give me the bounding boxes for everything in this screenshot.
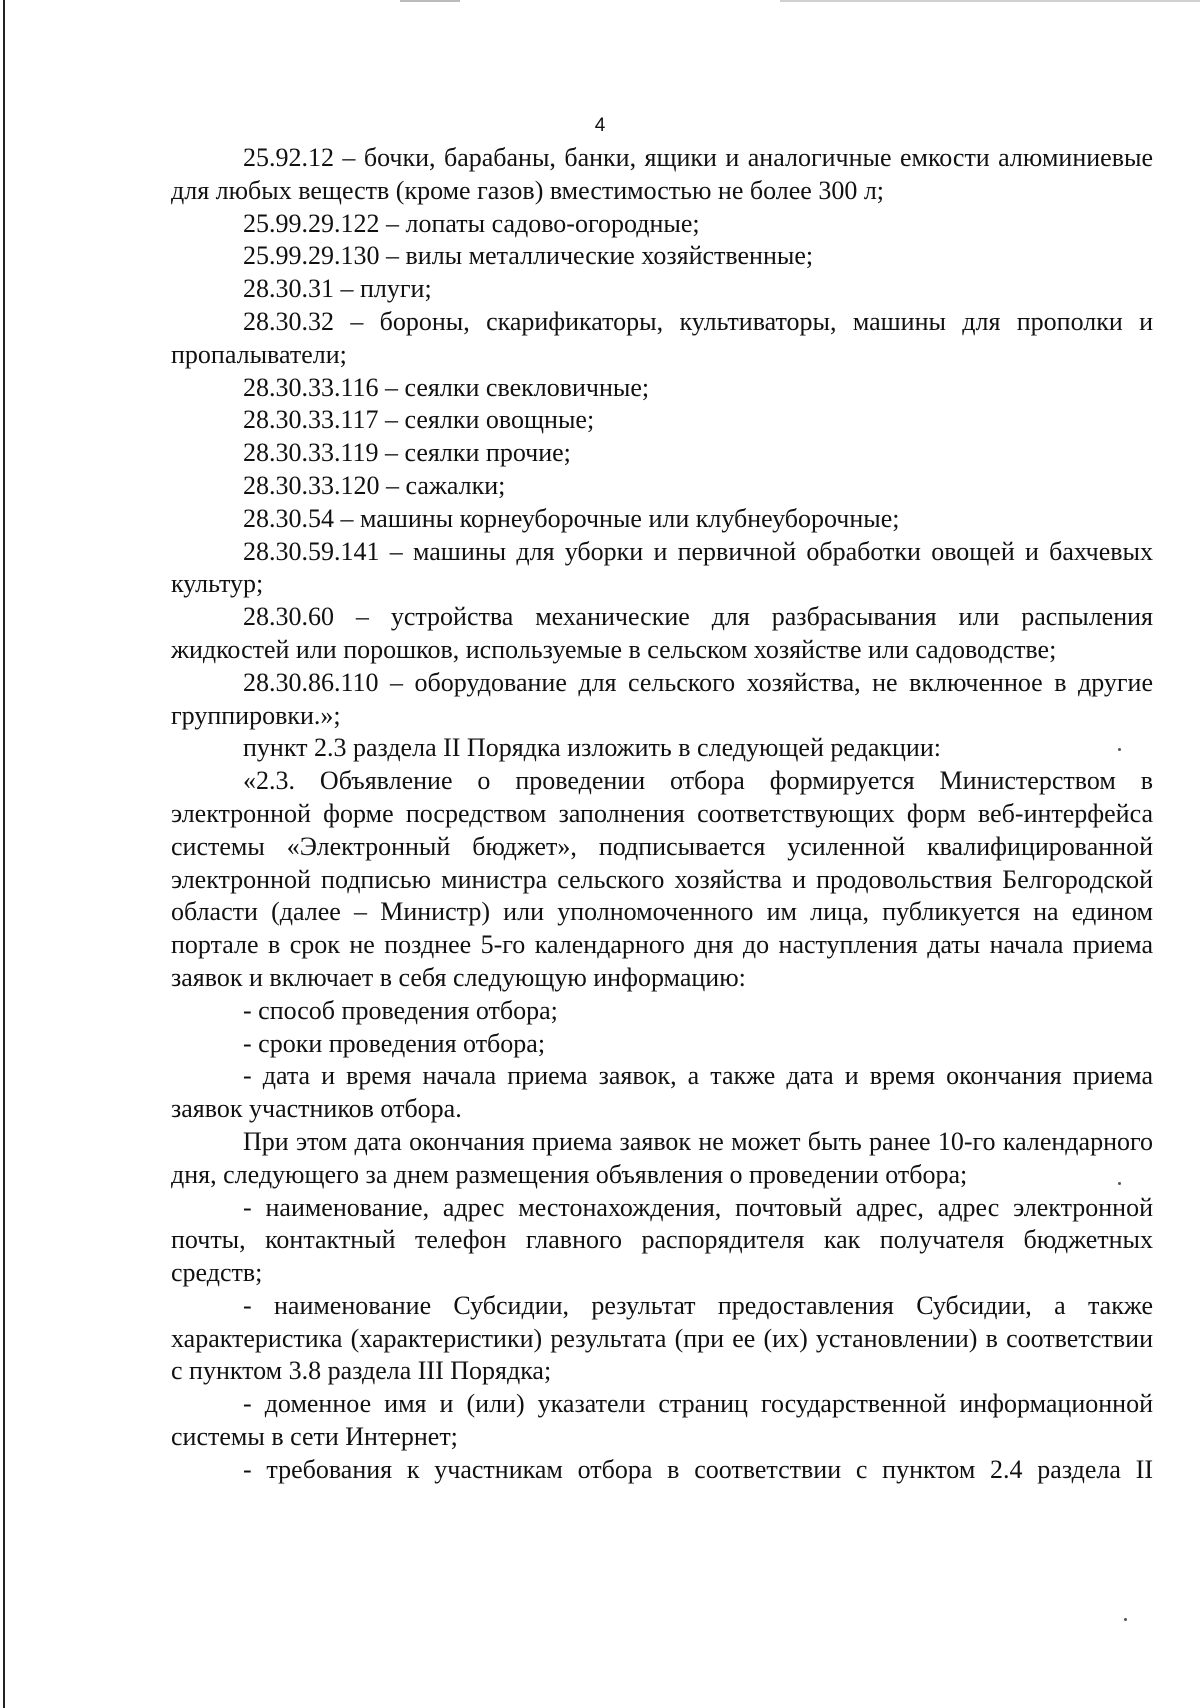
list-item-selection-dates: - сроки проведения отбора;: [243, 1028, 546, 1058]
list-item-subsidy-name: - наименование Субсидии, результат предоставления Субсидии, а также характеристика (характеристики) результата (при ее (их) установлении) в соответствии с пунктом 3.8 раздела III Порядка;: [171, 1290, 1153, 1386]
scan-speck: [1118, 1182, 1121, 1185]
paragraph-item-28-30-86-110: 28.30.86.110 – оборудование для сельского хозяйства, не включенное в другие группировки.»;: [171, 667, 1153, 730]
paragraph-item-28-30-33-116: 28.30.33.116 – сеялки свекловичные;: [243, 372, 650, 402]
paragraph-item-25-92-12: 25.92.12 – бочки, барабаны, банки, ящики и аналогичные емкости алюминиевые для любых веществ (кроме газов) вместимостью не более 300 л;: [171, 143, 1153, 205]
scan-mark: [780, 0, 1200, 2]
list-item-selection-method: - способ проведения отбора;: [243, 995, 558, 1025]
scan-mark: [400, 0, 460, 2]
paragraph-item-28-30-33-117: 28.30.33.117 – сеялки овощные;: [243, 405, 595, 435]
paragraph-item-28-30-32: 28.30.32 – бороны, скарификаторы, культиваторы, машины для прополки и пропалыватели;: [171, 306, 1153, 369]
list-item-application-dates: - дата и время начала приема заявок, а также дата и время окончания приема заявок участников отбора.: [171, 1061, 1153, 1124]
paragraph-deadline-note: При этом дата окончания приема заявок не может быть ранее 10-го календарного дня, следующего за днем размещения объявления о проведении отбора;: [171, 1126, 1153, 1189]
list-item-domain-name: - доменное имя и (или) указатели страниц государственной информационной системы в сети Интернет;: [171, 1389, 1153, 1452]
paragraph-item-28-30-33-119: 28.30.33.119 – сеялки прочие;: [243, 438, 571, 468]
scan-border-left: [3, 0, 5, 1708]
paragraph-amendment-intro: пункт 2.3 раздела II Порядка изложить в следующей редакции:: [243, 733, 941, 763]
paragraph-item-28-30-33-120: 28.30.33.120 – сажалки;: [243, 470, 506, 500]
scan-speck: [1118, 748, 1121, 751]
paragraph-item-25-99-29-130: 25.99.29.130 – вилы металлические хозяйственные;: [243, 241, 814, 271]
paragraph-item-25-99-29-122: 25.99.29.122 – лопаты садово-огородные;: [243, 208, 700, 238]
list-item-participant-requirements: - требования к участникам отбора в соответствии с пунктом 2.4 раздела II: [243, 1454, 1153, 1484]
document-body: [171, 142, 1153, 1487]
paragraph-item-28-30-54: 28.30.54 – машины корнеуборочные или клубнеуборочные;: [243, 503, 900, 533]
list-item-contact-details: - наименование, адрес местонахождения, почтовый адрес, адрес электронной почты, контактный телефон главного распорядителя как получателя бюджетных средств;: [171, 1192, 1153, 1288]
scan-speck: [1124, 1618, 1127, 1621]
paragraph-2-3-announcement: «2.3. Объявление о проведении отбора формируется Министерством в электронной форме посредством заполнения соответствующих форм веб-интерфейса системы «Электронный бюджет», подписывается усиленной квалифицированной электронной подписью министра сельского хозяйства и продовольствия Белгородской области (далее – Министр) или уполномоченного им лица, публикуется на едином портале в срок не позднее 5-го календарного дня до наступления даты начала приема заявок и включает в себя следующую информацию:: [171, 766, 1153, 992]
paragraph-item-28-30-60: 28.30.60 – устройства механические для разбрасывания или распыления жидкостей или порошков, используемые в сельском хозяйстве или садоводстве;: [171, 602, 1153, 664]
page-number: 4: [594, 115, 606, 136]
paragraph-item-28-30-59-141: 28.30.59.141 – машины для уборки и первичной обработки овощей и бахчевых культур;: [171, 536, 1153, 599]
paragraph-item-28-30-31: 28.30.31 – плуги;: [243, 274, 432, 304]
